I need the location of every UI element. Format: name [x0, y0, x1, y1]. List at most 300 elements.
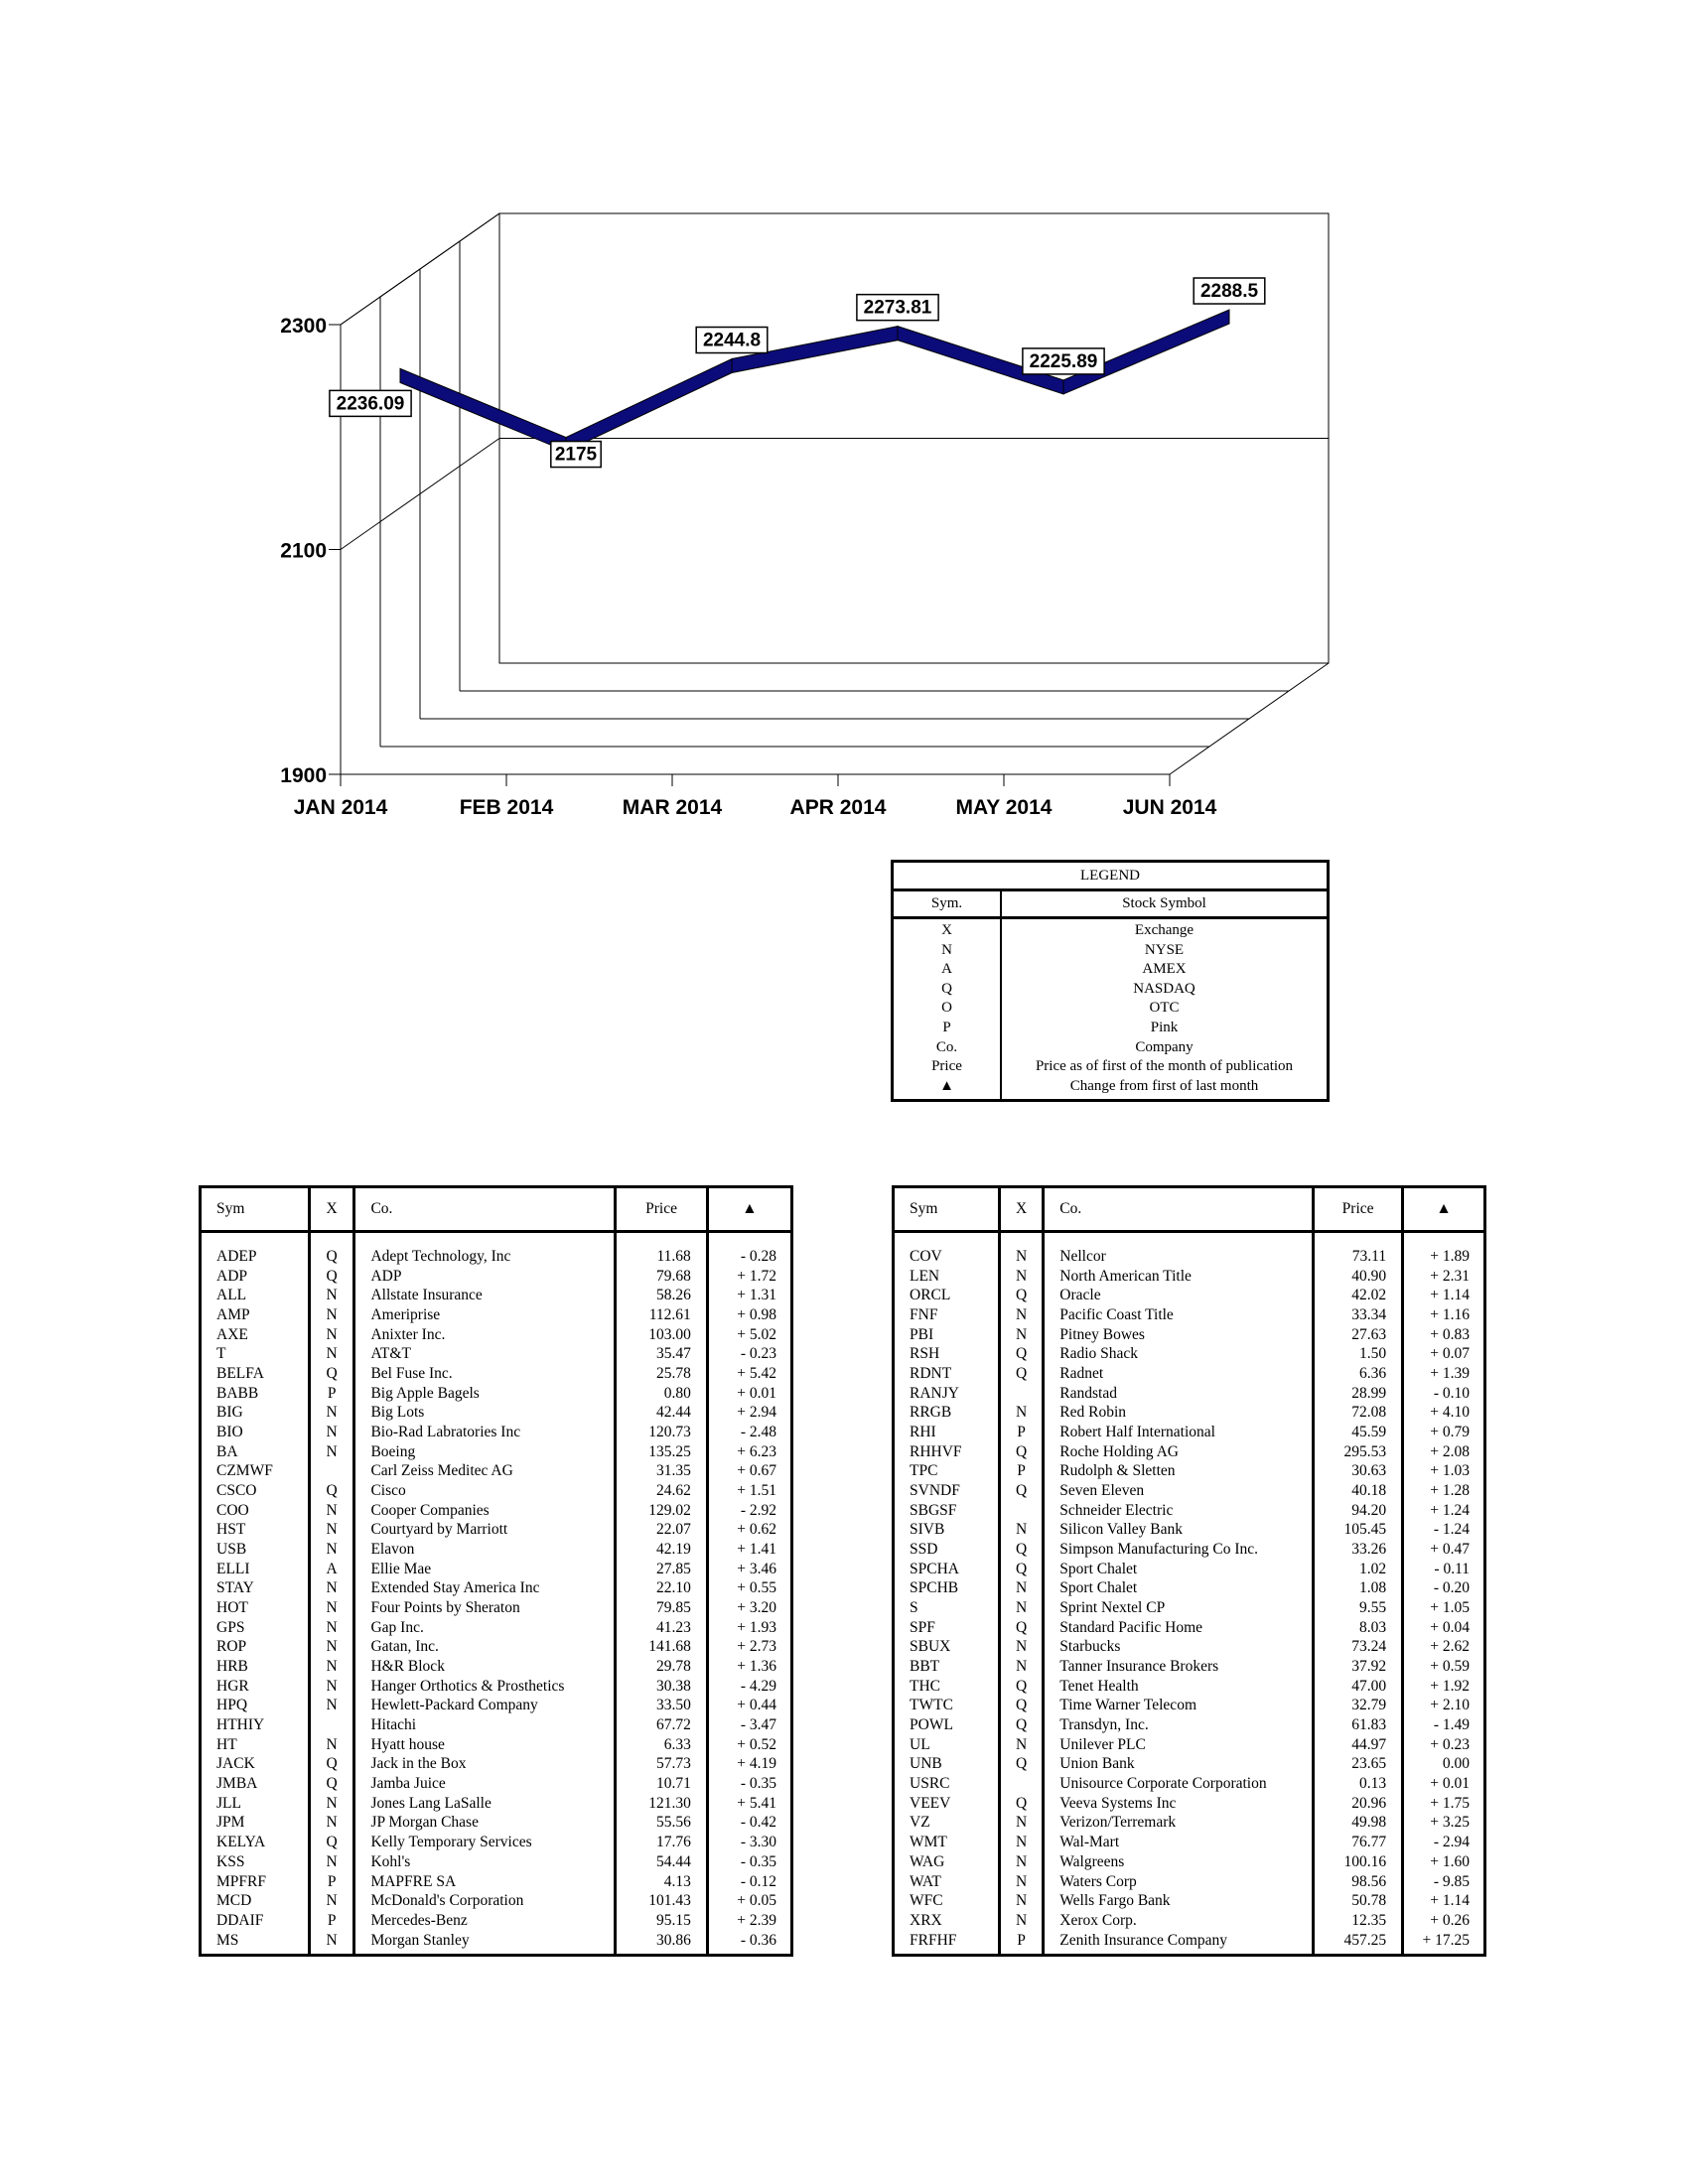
data-label-text: 2244.8: [702, 330, 762, 351]
stock-x: N: [999, 1852, 1043, 1872]
stock-spacer-cell: [999, 1232, 1043, 1248]
stock-sym: HOT: [201, 1598, 310, 1618]
stock-chg: - 1.24: [1433, 1521, 1470, 1539]
stock-header-co: Co.: [354, 1187, 616, 1232]
stock-chg: - 0.28: [740, 1248, 776, 1265]
stock-header-row: [201, 1187, 792, 1232]
stock-row: [201, 1891, 792, 1911]
stock-x: N: [309, 1657, 354, 1677]
stock-sym: MCD: [201, 1891, 310, 1911]
stock-row: [894, 1403, 1485, 1423]
stock-co: Big Lots: [354, 1403, 616, 1423]
x-tick-label: APR 2014: [789, 796, 887, 819]
stock-co: Seven Eleven: [1044, 1481, 1314, 1501]
stock-row: [201, 1794, 792, 1814]
stock-co: Hanger Orthotics & Prosthetics: [354, 1677, 616, 1697]
stock-spacer-cell: [354, 1232, 616, 1248]
stock-co: Hewlett-Packard Company: [354, 1696, 616, 1715]
stock-table-right: [892, 1185, 1486, 1957]
stock-chg: + 1.16: [1430, 1306, 1470, 1324]
stock-price: 72.08: [1314, 1403, 1403, 1423]
stock-x: N: [999, 1520, 1043, 1540]
legend-row: [893, 941, 1329, 961]
stock-row: [201, 1754, 792, 1774]
ribbon-segment: [400, 368, 566, 451]
stock-price: 73.24: [1314, 1637, 1403, 1657]
stock-row: [201, 1481, 792, 1501]
stock-x: N: [309, 1325, 354, 1345]
stock-spacer-row: [894, 1950, 1485, 1956]
stock-sym: USRC: [894, 1774, 1000, 1794]
stock-sym: T: [201, 1344, 310, 1364]
stock-x: N: [309, 1520, 354, 1540]
stock-sym: AXE: [201, 1325, 310, 1345]
legend-desc: Pink: [1150, 1019, 1179, 1035]
stock-index-chart: [0, 0, 1688, 854]
stock-x: N: [999, 1872, 1043, 1892]
stock-x: N: [999, 1813, 1043, 1833]
stock-x: N: [309, 1794, 354, 1814]
legend-desc: AMEX: [1142, 961, 1187, 978]
stock-row: [201, 1384, 792, 1404]
stock-chg: + 0.59: [1430, 1658, 1470, 1676]
stock-chg: + 0.05: [737, 1892, 776, 1910]
stock-sym: HGR: [201, 1677, 310, 1697]
stock-chg: - 4.29: [740, 1677, 776, 1695]
stock-row: [201, 1931, 792, 1951]
stock-co: Oracle: [1044, 1286, 1314, 1305]
y-tick-label: 1900: [280, 764, 327, 787]
stock-co: Silicon Valley Bank: [1044, 1520, 1314, 1540]
stock-x: [999, 1384, 1043, 1404]
stock-chg: + 2.10: [1430, 1697, 1470, 1714]
stock-co: Cisco: [354, 1481, 616, 1501]
stock-x: N: [309, 1442, 354, 1462]
stock-co: Nellcor: [1044, 1247, 1314, 1267]
stock-row: [201, 1657, 792, 1677]
stock-price: 0.80: [616, 1384, 708, 1404]
stock-co: Ellie Mae: [354, 1560, 616, 1579]
stock-chg: - 0.23: [740, 1345, 776, 1363]
stock-sym: HT: [201, 1735, 310, 1755]
stock-x: N: [309, 1696, 354, 1715]
stock-row: [894, 1852, 1485, 1872]
stock-x: N: [309, 1852, 354, 1872]
legend-sym: A: [893, 960, 1002, 980]
stock-x: N: [309, 1305, 354, 1325]
stock-co: Veeva Systems Inc: [1044, 1794, 1314, 1814]
stock-price: 33.34: [1314, 1305, 1403, 1325]
stock-x: P: [309, 1911, 354, 1931]
stock-x: N: [999, 1657, 1043, 1677]
stock-sym: RHHVF: [894, 1442, 1000, 1462]
data-label: [551, 442, 601, 468]
stock-price: 54.44: [616, 1852, 708, 1872]
stock-row: [894, 1305, 1485, 1325]
stock-sym: KSS: [201, 1852, 310, 1872]
stock-sym: VZ: [894, 1813, 1000, 1833]
stock-price: 42.44: [616, 1403, 708, 1423]
stock-co: Gap Inc.: [354, 1618, 616, 1638]
stock-row: [894, 1481, 1485, 1501]
stock-sym: COV: [894, 1247, 1000, 1267]
stock-co: Allstate Insurance: [354, 1286, 616, 1305]
stock-price: 22.07: [616, 1520, 708, 1540]
stock-price: 28.99: [1314, 1384, 1403, 1404]
legend-desc: NYSE: [1144, 941, 1185, 958]
stock-co: Pitney Bowes: [1044, 1325, 1314, 1345]
stock-price: 25.78: [616, 1364, 708, 1384]
stock-co: Big Apple Bagels: [354, 1384, 616, 1404]
stock-co: Schneider Electric: [1044, 1501, 1314, 1521]
stock-sym: CZMWF: [201, 1461, 310, 1481]
stock-chg: + 0.01: [1430, 1775, 1470, 1793]
stock-x: N: [309, 1423, 354, 1442]
stock-row: [201, 1618, 792, 1638]
stock-co: Zenith Insurance Company: [1044, 1931, 1314, 1951]
stock-co: Verizon/Terremark: [1044, 1813, 1314, 1833]
stock-row: [894, 1520, 1485, 1540]
stock-sym: HST: [201, 1520, 310, 1540]
stock-row: [201, 1423, 792, 1442]
stock-chg: + 1.31: [737, 1287, 776, 1304]
stock-row: [894, 1344, 1485, 1364]
stock-chg: + 2.94: [737, 1404, 776, 1422]
stock-row: [201, 1520, 792, 1540]
stock-chg: + 1.72: [737, 1267, 776, 1285]
stock-price: 95.15: [616, 1911, 708, 1931]
stock-co: Carl Zeiss Meditec AG: [354, 1461, 616, 1481]
stock-row: [894, 1735, 1485, 1755]
data-label-text: 2273.81: [863, 297, 932, 319]
stock-chg: - 0.11: [1434, 1560, 1470, 1577]
stock-row: [894, 1325, 1485, 1345]
stock-chg: + 0.23: [1430, 1735, 1470, 1753]
stock-x: N: [999, 1735, 1043, 1755]
stock-chg: + 2.62: [1430, 1638, 1470, 1656]
stock-x: N: [309, 1344, 354, 1364]
stock-co: Courtyard by Marriott: [354, 1520, 616, 1540]
stock-chg: + 0.55: [737, 1579, 776, 1597]
stock-row: [894, 1560, 1485, 1579]
stock-price: 31.35: [616, 1461, 708, 1481]
stock-price: 9.55: [1314, 1598, 1403, 1618]
legend-sym: O: [893, 999, 1002, 1019]
stock-x: Q: [999, 1794, 1043, 1814]
stock-price: 94.20: [1314, 1501, 1403, 1521]
stock-spacer-cell: [201, 1950, 310, 1956]
stock-sym: BIG: [201, 1403, 310, 1423]
stock-row: [894, 1286, 1485, 1305]
stock-spacer-cell: [1314, 1232, 1403, 1248]
x-tick-label: MAY 2014: [955, 796, 1053, 819]
stock-sym: AMP: [201, 1305, 310, 1325]
stock-chg: + 1.28: [1430, 1482, 1470, 1500]
stock-row: [201, 1540, 792, 1560]
stock-row: [201, 1286, 792, 1305]
stock-row: [894, 1931, 1485, 1951]
stock-x: Q: [309, 1754, 354, 1774]
stock-x: Q: [309, 1774, 354, 1794]
legend-sym: P: [893, 1019, 1002, 1038]
stock-chg: + 1.14: [1430, 1892, 1470, 1910]
stock-x: Q: [999, 1442, 1043, 1462]
stock-sym: HRB: [201, 1657, 310, 1677]
stock-row: [201, 1501, 792, 1521]
stock-co: Unilever PLC: [1044, 1735, 1314, 1755]
stock-co: Xerox Corp.: [1044, 1911, 1314, 1931]
stock-spacer-cell: [894, 1950, 1000, 1956]
stock-spacer-cell: [1044, 1950, 1314, 1956]
stock-price: 1.50: [1314, 1344, 1403, 1364]
stock-co: Jones Lang LaSalle: [354, 1794, 616, 1814]
stock-row: [894, 1872, 1485, 1892]
stock-sym: JACK: [201, 1754, 310, 1774]
stock-x: Q: [999, 1618, 1043, 1638]
stock-x: Q: [999, 1560, 1043, 1579]
stock-sym: MPFRF: [201, 1872, 310, 1892]
stock-price: 10.71: [616, 1774, 708, 1794]
stock-co: Pacific Coast Title: [1044, 1305, 1314, 1325]
stock-row: [894, 1696, 1485, 1715]
stock-header-row: [894, 1187, 1485, 1232]
stock-row: [201, 1442, 792, 1462]
x-tick-label: MAR 2014: [622, 796, 723, 819]
stock-x: N: [999, 1598, 1043, 1618]
stock-row: [894, 1794, 1485, 1814]
stock-sym: SSD: [894, 1540, 1000, 1560]
stock-row: [894, 1657, 1485, 1677]
legend-sym: Price: [893, 1057, 1002, 1077]
stock-co: Time Warner Telecom: [1044, 1696, 1314, 1715]
stock-chg: - 3.47: [740, 1716, 776, 1734]
stock-x: N: [999, 1891, 1043, 1911]
stock-price: 30.63: [1314, 1461, 1403, 1481]
stock-x: Q: [999, 1696, 1043, 1715]
stock-chg: + 5.41: [737, 1794, 776, 1812]
stock-x: Q: [309, 1247, 354, 1267]
stock-sym: BELFA: [201, 1364, 310, 1384]
stock-sym: ROP: [201, 1637, 310, 1657]
stock-chg: - 0.36: [740, 1931, 776, 1949]
y-tick-label: 2100: [280, 539, 327, 563]
stock-price: 98.56: [1314, 1872, 1403, 1892]
stock-chg: - 2.94: [1433, 1834, 1470, 1851]
stock-co: Sport Chalet: [1044, 1560, 1314, 1579]
stock-row: [894, 1833, 1485, 1852]
stock-sym: WMT: [894, 1833, 1000, 1852]
stock-co: Simpson Manufacturing Co Inc.: [1044, 1540, 1314, 1560]
stock-co: Waters Corp: [1044, 1872, 1314, 1892]
stock-chg: + 4.19: [737, 1755, 776, 1773]
stock-price: 40.18: [1314, 1481, 1403, 1501]
stock-sym: USB: [201, 1540, 310, 1560]
stock-chg: + 0.79: [1430, 1424, 1470, 1441]
legend-row: [893, 1019, 1329, 1038]
stock-chg: + 17.25: [1422, 1931, 1470, 1949]
stock-sym: ALL: [201, 1286, 310, 1305]
stock-chg: - 3.30: [740, 1834, 776, 1851]
stock-co: Radio Shack: [1044, 1344, 1314, 1364]
stock-x: Q: [999, 1754, 1043, 1774]
stock-sym: JPM: [201, 1813, 310, 1833]
stock-spacer-cell: [1314, 1950, 1403, 1956]
legend-row: [893, 1057, 1329, 1077]
stock-spacer-row: [201, 1950, 792, 1956]
legend-desc: NASDAQ: [1133, 980, 1196, 997]
stock-sym: SPCHA: [894, 1560, 1000, 1579]
stock-x: A: [309, 1560, 354, 1579]
stock-header-sym: Sym: [894, 1187, 1000, 1232]
stock-chg: + 1.51: [737, 1482, 776, 1500]
stock-sym: FRFHF: [894, 1931, 1000, 1951]
stock-chg: + 1.41: [737, 1541, 776, 1559]
stock-row: [894, 1501, 1485, 1521]
stock-chg: - 0.42: [740, 1814, 776, 1832]
stock-price: 61.83: [1314, 1715, 1403, 1735]
stock-x: Q: [999, 1677, 1043, 1697]
stock-x: N: [309, 1735, 354, 1755]
stock-sym: CSCO: [201, 1481, 310, 1501]
stock-x: N: [999, 1637, 1043, 1657]
stock-sym: GPS: [201, 1618, 310, 1638]
stock-x: N: [309, 1286, 354, 1305]
x-tick-label: JAN 2014: [293, 796, 388, 819]
stock-spacer-cell: [999, 1950, 1043, 1956]
stock-chg: + 0.52: [737, 1735, 776, 1753]
legend-desc: OTC: [1149, 1000, 1180, 1017]
stock-chg: + 3.20: [737, 1599, 776, 1617]
stock-row: [894, 1598, 1485, 1618]
legend-sym: N: [893, 941, 1002, 961]
stock-row: [894, 1637, 1485, 1657]
stock-row: [894, 1891, 1485, 1911]
stock-row: [201, 1715, 792, 1735]
stock-x: P: [309, 1872, 354, 1892]
legend-table: [891, 860, 1330, 1102]
legend-title: LEGEND: [893, 862, 1329, 890]
stock-chg: + 2.73: [737, 1638, 776, 1656]
stock-price: 129.02: [616, 1501, 708, 1521]
stock-sym: HPQ: [201, 1696, 310, 1715]
stock-price: 141.68: [616, 1637, 708, 1657]
stock-sym: ORCL: [894, 1286, 1000, 1305]
stock-x: N: [999, 1833, 1043, 1852]
stock-price: 79.85: [616, 1598, 708, 1618]
stock-price: 57.73: [616, 1754, 708, 1774]
stock-price: 30.38: [616, 1677, 708, 1697]
stock-co: Robert Half International: [1044, 1423, 1314, 1442]
stock-price: 103.00: [616, 1325, 708, 1345]
stock-header-chg: ▲: [707, 1187, 791, 1232]
stock-row: [894, 1423, 1485, 1442]
x-tick-label: FEB 2014: [459, 796, 554, 819]
data-label: [1023, 348, 1104, 374]
stock-sym: RDNT: [894, 1364, 1000, 1384]
stock-sym: S: [894, 1598, 1000, 1618]
stock-x: N: [999, 1325, 1043, 1345]
stock-row: [201, 1344, 792, 1364]
stock-chg: + 1.89: [1430, 1248, 1470, 1265]
stock-sym: TPC: [894, 1461, 1000, 1481]
stock-price: 1.02: [1314, 1560, 1403, 1579]
stock-x: Q: [999, 1540, 1043, 1560]
stock-row: [894, 1715, 1485, 1735]
stock-price: 55.56: [616, 1813, 708, 1833]
stock-x: N: [309, 1578, 354, 1598]
legend-header-sym: Sym.: [893, 890, 1002, 918]
stock-price: 79.68: [616, 1267, 708, 1287]
stock-row: [894, 1677, 1485, 1697]
data-label: [857, 295, 938, 321]
stock-x: P: [999, 1461, 1043, 1481]
stock-price: 49.98: [1314, 1813, 1403, 1833]
x-tick-label: JUN 2014: [1122, 796, 1217, 819]
stock-sym: BBT: [894, 1657, 1000, 1677]
stock-price: 30.86: [616, 1931, 708, 1951]
stock-price: 67.72: [616, 1715, 708, 1735]
stock-sym: RSH: [894, 1344, 1000, 1364]
stock-x: Q: [999, 1715, 1043, 1735]
stock-price: 44.97: [1314, 1735, 1403, 1755]
stock-sym: WAT: [894, 1872, 1000, 1892]
legend-row: [893, 1038, 1329, 1058]
stock-x: N: [999, 1267, 1043, 1287]
stock-sym: BIO: [201, 1423, 310, 1442]
stock-co: Sport Chalet: [1044, 1578, 1314, 1598]
stock-co: Kelly Temporary Services: [354, 1833, 616, 1852]
stock-sym: ADEP: [201, 1247, 310, 1267]
stock-table-left: [199, 1185, 793, 1957]
stock-price: 135.25: [616, 1442, 708, 1462]
stock-co: Tenet Health: [1044, 1677, 1314, 1697]
legend-sym: Co.: [893, 1038, 1002, 1058]
stock-co: Anixter Inc.: [354, 1325, 616, 1345]
stock-sym: VEEV: [894, 1794, 1000, 1814]
stock-price: 40.90: [1314, 1267, 1403, 1287]
stock-x: Q: [999, 1364, 1043, 1384]
stock-row: [894, 1461, 1485, 1481]
stock-row: [201, 1578, 792, 1598]
stock-chg: + 0.67: [737, 1462, 776, 1480]
stock-chg: + 4.10: [1430, 1404, 1470, 1422]
stock-sym: WAG: [894, 1852, 1000, 1872]
stock-row: [894, 1364, 1485, 1384]
stock-chg: - 0.35: [740, 1775, 776, 1793]
stock-sym: TWTC: [894, 1696, 1000, 1715]
stock-header-x: X: [999, 1187, 1043, 1232]
stock-x: Q: [999, 1481, 1043, 1501]
stock-sym: RANJY: [894, 1384, 1000, 1404]
stock-sym: RHI: [894, 1423, 1000, 1442]
stock-chg: + 0.98: [737, 1306, 776, 1324]
stock-row: [894, 1540, 1485, 1560]
legend-header-desc: Stock Symbol: [1001, 890, 1329, 918]
stock-co: Boeing: [354, 1442, 616, 1462]
stock-co: Wal-Mart: [1044, 1833, 1314, 1852]
stock-row: [201, 1364, 792, 1384]
stock-co: MAPFRE SA: [354, 1872, 616, 1892]
stock-co: Rudolph & Sletten: [1044, 1461, 1314, 1481]
data-label-text: 2236.09: [336, 393, 405, 415]
stock-co: H&R Block: [354, 1657, 616, 1677]
stock-chg: + 0.04: [1430, 1618, 1470, 1636]
stock-x: N: [309, 1540, 354, 1560]
legend-desc: Company: [1135, 1038, 1194, 1055]
stock-price: 0.13: [1314, 1774, 1403, 1794]
stock-sym: RRGB: [894, 1403, 1000, 1423]
stock-price: 1.08: [1314, 1578, 1403, 1598]
